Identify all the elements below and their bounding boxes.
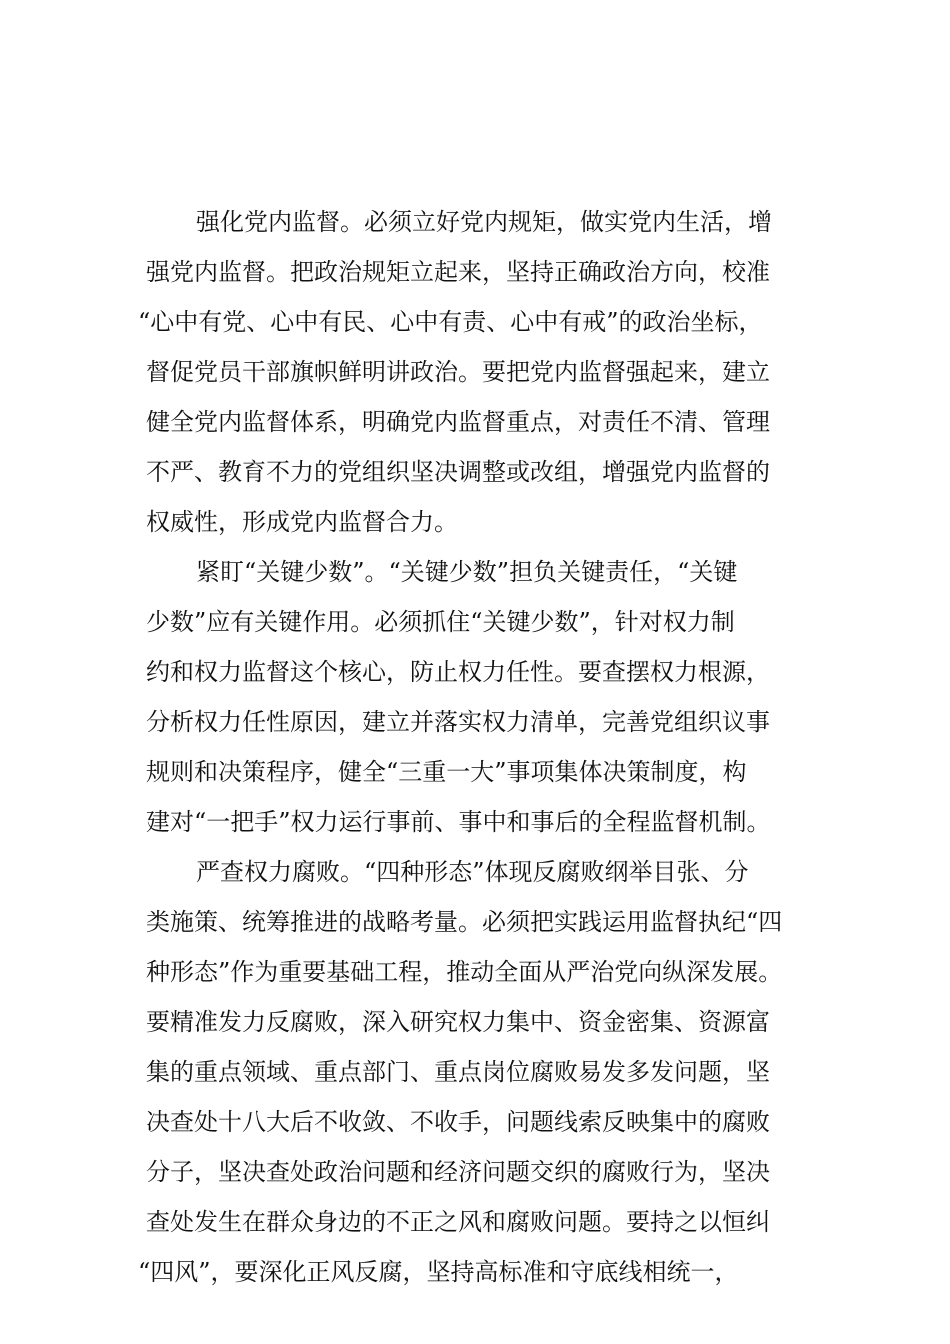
paragraph-line: 紧盯“关键少数”。“关键少数”担负关键责任，“关键: [196, 558, 738, 586]
paragraph-line: 督促党员干部旗帜鲜明讲政治。要把党内监督强起来，建立: [146, 358, 770, 386]
paragraph-line: 强党内监督。把政治规矩立起来，坚持正确政治方向，校准: [146, 258, 770, 286]
paragraph-line: 集的重点领域、重点部门、重点岗位腐败易发多发问题，坚: [146, 1058, 770, 1086]
paragraph-line: “心中有党、心中有民、心中有责、心中有戒”的政治坐标，: [138, 308, 763, 336]
paragraph-line: 强化党内监督。必须立好党内规矩，做实党内生活，增: [196, 208, 772, 236]
paragraph-line: 决查处十八大后不收敛、不收手，问题线索反映集中的腐败: [146, 1108, 770, 1136]
paragraph-line: 不严、教育不力的党组织坚决调整或改组，增强党内监督的: [146, 458, 770, 486]
paragraph-line: 规则和决策程序，健全“三重一大”事项集体决策制度，构: [146, 758, 747, 786]
paragraph-line: “四风”，要深化正风反腐，坚持高标准和守底线相统一，: [138, 1258, 739, 1286]
paragraph-line: 分析权力任性原因，建立并落实权力清单，完善党组织议事: [146, 708, 770, 736]
paragraph-line: 严查权力腐败。“四种形态”体现反腐败纲举目张、分: [196, 858, 749, 886]
paragraph-line: 约和权力监督这个核心，防止权力任性。要查摆权力根源，: [146, 658, 770, 686]
paragraph-line: 类施策、统筹推进的战略考量。必须把实践运用监督执纪“四: [146, 908, 783, 936]
paragraph-line: 少数”应有关键作用。必须抓住“关键少数”，针对权力制: [146, 608, 735, 636]
paragraph-line: 查处发生在群众身边的不正之风和腐败问题。要持之以恒纠: [146, 1208, 770, 1236]
paragraph-line: 要精准发力反腐败，深入研究权力集中、资金密集、资源富: [146, 1008, 770, 1036]
paragraph: [146, 547, 836, 847]
paragraph-line: 分子，坚决查处政治问题和经济问题交织的腐败行为，坚决: [146, 1158, 770, 1186]
paragraph-line: 种形态”作为重要基础工程，推动全面从严治党向纵深发展。: [146, 958, 783, 986]
document-body: [138, 197, 836, 1297]
paragraph-line: 健全党内监督体系，明确党内监督重点，对责任不清、管理: [146, 408, 770, 436]
paragraph: [138, 847, 836, 1297]
paragraph: [138, 197, 836, 547]
paragraph-line: 权威性，形成党内监督合力。: [146, 508, 458, 536]
paragraph-line: 建对“一把手”权力运行事前、事中和事后的全程监督机制。: [146, 808, 771, 836]
